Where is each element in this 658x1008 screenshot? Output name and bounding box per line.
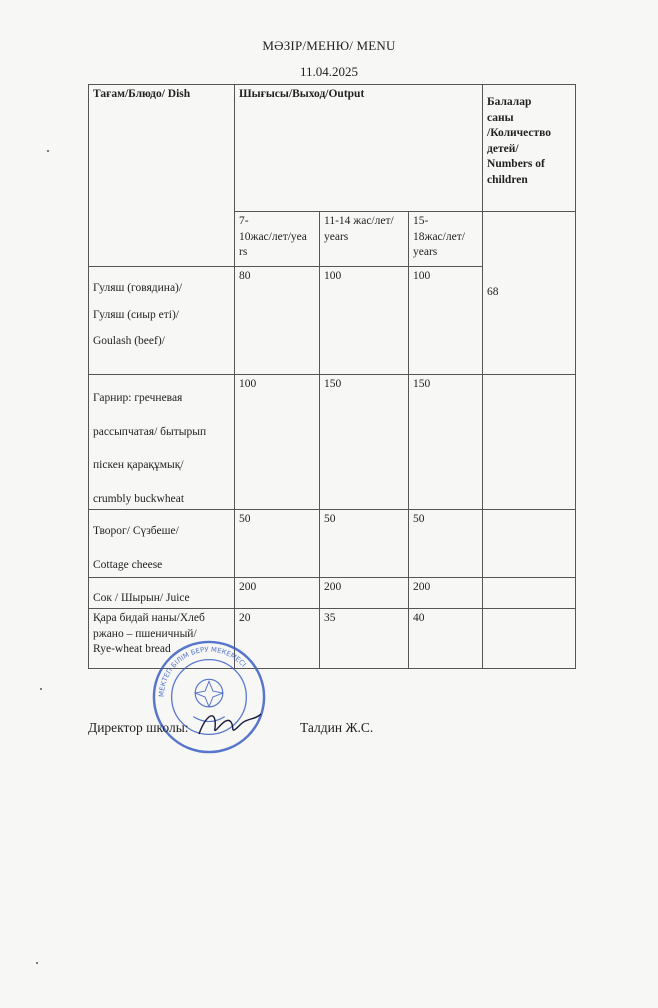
dish-cell xyxy=(89,510,235,578)
age-line: years xyxy=(324,230,349,243)
stamp-text: МЕКТЕП БІЛІМ БЕРУ МЕКЕМЕСІ xyxy=(157,645,248,698)
output-cell: 100 xyxy=(409,267,483,375)
output-cell: 50 xyxy=(320,510,409,578)
dish-cell xyxy=(89,267,235,375)
dish-line: Қара бидай наны/Хлеб xyxy=(93,612,205,625)
table-row xyxy=(89,578,576,609)
dish-line: Гуляш (сиыр еті)/ xyxy=(93,308,180,321)
dish-line: Гуляш (говядина)/ xyxy=(93,282,183,294)
children-header-line: Numbers of xyxy=(487,158,545,171)
output-cell: 150 xyxy=(320,375,409,510)
dish-line: Творог/ Сүзбеше/ xyxy=(93,525,179,538)
age-group-header xyxy=(409,212,483,267)
dish-line: crumbly buckwheat xyxy=(93,492,185,505)
output-cell: 100 xyxy=(235,375,320,510)
dish-line: Cottage cheese xyxy=(93,558,163,571)
table-header-row xyxy=(89,85,576,212)
output-cell: 20 xyxy=(235,609,320,669)
age-line: 10жас/лет/yea xyxy=(239,230,307,243)
dish-cell xyxy=(89,578,235,609)
table-row xyxy=(89,510,576,578)
director-name: Талдин Ж.С. xyxy=(300,720,374,735)
empty-cell xyxy=(483,510,576,578)
output-cell: 200 xyxy=(409,578,483,609)
output-cell: 40 xyxy=(409,609,483,669)
children-header-line: Балалар xyxy=(487,96,532,108)
output-cell: 50 xyxy=(409,510,483,578)
children-header-line: детей/ xyxy=(487,142,519,155)
table-row xyxy=(89,375,576,510)
dish-line: Goulash (beef)/ xyxy=(93,335,165,348)
output-cell: 50 xyxy=(235,510,320,578)
age-group-header xyxy=(235,212,320,267)
dish-line: ржано – пшеничный/ xyxy=(93,627,197,640)
menu-title: МӘЗІР/МЕНЮ/ MENU xyxy=(262,38,396,53)
children-column-header xyxy=(483,85,576,212)
output-cell: 100 xyxy=(320,267,409,375)
director-signature xyxy=(195,704,265,744)
age-group-header xyxy=(320,212,409,267)
children-header-line: children xyxy=(487,173,528,186)
children-count: 68 xyxy=(483,212,576,375)
output-cell: 35 xyxy=(320,609,409,669)
children-header-line: саны xyxy=(487,111,514,124)
dish-column-header: Тағам/Блюдо/ Dish xyxy=(89,85,235,267)
director-label: Директор школы: xyxy=(88,720,189,735)
menu-table xyxy=(88,84,576,669)
age-line: 7- xyxy=(239,215,249,227)
emblem-icon xyxy=(195,679,223,707)
dish-line: рассыпчатая/ бытырып xyxy=(93,425,207,438)
output-column-header: Шығысы/Выход/Output xyxy=(235,85,483,212)
output-cell: 200 xyxy=(235,578,320,609)
dish-line: Гарнир: гречневая xyxy=(93,392,183,404)
empty-cell xyxy=(483,609,576,669)
dish-cell xyxy=(89,375,235,510)
dish-line: піскен қарақұмық/ xyxy=(93,459,184,472)
output-cell: 150 xyxy=(409,375,483,510)
age-line: rs xyxy=(239,246,248,259)
menu-date: 11.04.2025 xyxy=(299,64,359,79)
dish-line: Rye-wheat bread xyxy=(93,643,171,656)
children-header-line: /Количество xyxy=(487,127,552,140)
speck xyxy=(36,962,38,964)
dish-line: Сок / Шырын/ Juice xyxy=(93,591,190,604)
empty-cell xyxy=(483,578,576,609)
speck xyxy=(47,150,49,152)
empty-cell xyxy=(483,375,576,510)
age-line: years xyxy=(413,246,438,259)
age-line: 11-14 жас/лет/ xyxy=(324,215,394,227)
speck xyxy=(40,688,42,690)
age-line: 18жас/лет/ xyxy=(413,230,465,243)
output-cell: 200 xyxy=(320,578,409,609)
age-line: 15- xyxy=(413,215,429,227)
output-cell: 80 xyxy=(235,267,320,375)
